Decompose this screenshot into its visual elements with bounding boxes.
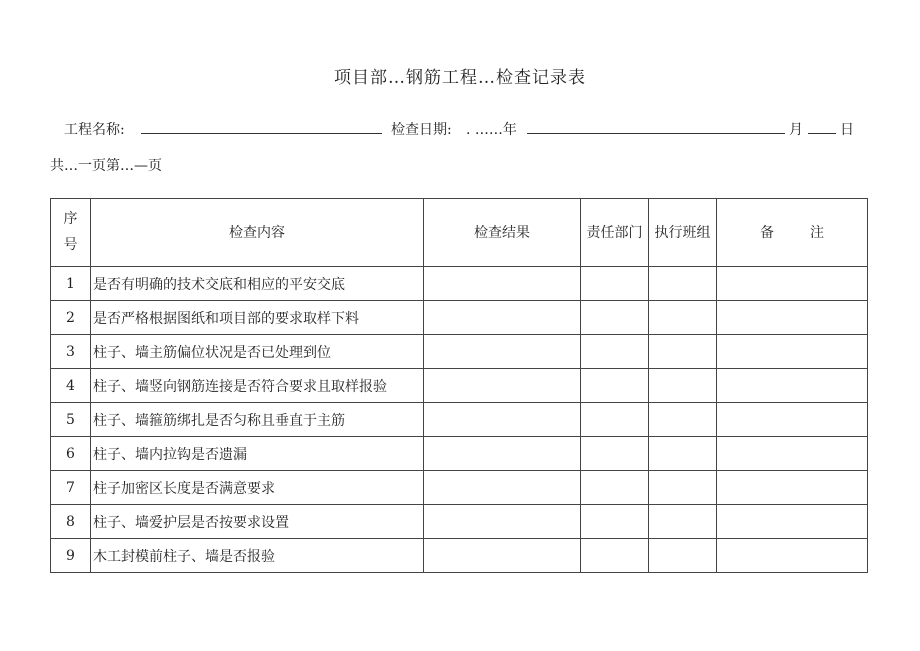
row-check-item: 是否有明确的技术交底和相应的平安交底 [91, 267, 424, 301]
table-row [51, 369, 868, 403]
row-dept-cell[interactable] [581, 539, 649, 573]
table-row [51, 437, 868, 471]
project-name-label: 工程名称: [64, 122, 125, 138]
header-content: 检查内容 [91, 199, 424, 267]
row-check-item: 柱子加密区长度是否满意要求 [91, 471, 424, 505]
row-check-item: 柱子、墙爱护层是否按要求设置 [91, 505, 424, 539]
row-remark-cell[interactable] [717, 369, 868, 403]
row-team-cell[interactable] [649, 301, 717, 335]
row-number: 4 [51, 369, 91, 403]
row-dept-cell[interactable] [581, 505, 649, 539]
header-result: 检查结果 [424, 199, 581, 267]
page-title: 项目部…钢筋工程…检查记录表 [334, 68, 586, 88]
table-row [51, 403, 868, 437]
row-remark-cell[interactable] [717, 471, 868, 505]
row-team-cell[interactable] [649, 335, 717, 369]
row-result-cell[interactable] [424, 301, 581, 335]
row-number: 2 [51, 301, 91, 335]
table-header-row [51, 199, 868, 267]
table-row [51, 539, 868, 573]
row-remark-cell[interactable] [717, 335, 868, 369]
row-team-cell[interactable] [649, 369, 717, 403]
row-dept-cell[interactable] [581, 301, 649, 335]
day-blank[interactable] [808, 133, 836, 134]
row-check-item: 柱子、墙主筋偏位状况是否已处理到位 [91, 335, 424, 369]
month-blank[interactable] [527, 133, 785, 134]
header-seq: 序号 [51, 199, 91, 267]
row-team-cell[interactable] [649, 505, 717, 539]
row-result-cell[interactable] [424, 471, 581, 505]
row-number: 6 [51, 437, 91, 471]
row-check-item: 柱子、墙内拉钩是否遗漏 [91, 437, 424, 471]
row-number: 8 [51, 505, 91, 539]
table-row [51, 505, 868, 539]
header-remark: 备 注 [717, 199, 868, 267]
row-remark-cell[interactable] [717, 539, 868, 573]
inspection-table [50, 198, 868, 573]
page-count: 共…一页第…—页 [50, 158, 162, 174]
row-team-cell[interactable] [649, 539, 717, 573]
header-team: 执行班组 [649, 199, 717, 267]
month-label: 月 [789, 122, 803, 138]
row-check-item: 木工封模前柱子、墙是否报验 [91, 539, 424, 573]
row-dept-cell[interactable] [581, 437, 649, 471]
table-row [51, 471, 868, 505]
row-number: 9 [51, 539, 91, 573]
row-number: 3 [51, 335, 91, 369]
row-result-cell[interactable] [424, 539, 581, 573]
row-number: 5 [51, 403, 91, 437]
row-number: 7 [51, 471, 91, 505]
row-dept-cell[interactable] [581, 471, 649, 505]
day-label: 日 [840, 122, 854, 138]
row-team-cell[interactable] [649, 403, 717, 437]
row-result-cell[interactable] [424, 403, 581, 437]
row-dept-cell[interactable] [581, 369, 649, 403]
row-remark-cell[interactable] [717, 267, 868, 301]
row-result-cell[interactable] [424, 437, 581, 471]
row-result-cell[interactable] [424, 369, 581, 403]
row-check-item: 柱子、墙竖向钢筋连接是否符合要求且取样报验 [91, 369, 424, 403]
row-remark-cell[interactable] [717, 301, 868, 335]
row-team-cell[interactable] [649, 267, 717, 301]
row-result-cell[interactable] [424, 335, 581, 369]
table-row [51, 267, 868, 301]
inspection-year: . ……年 [466, 122, 517, 138]
row-dept-cell[interactable] [581, 267, 649, 301]
row-result-cell[interactable] [424, 505, 581, 539]
row-team-cell[interactable] [649, 471, 717, 505]
table-row [51, 301, 868, 335]
project-name-blank[interactable] [141, 133, 382, 134]
row-dept-cell[interactable] [581, 335, 649, 369]
table-row [51, 335, 868, 369]
row-number: 1 [51, 267, 91, 301]
inspection-date-label: 检查日期: [391, 122, 452, 138]
row-dept-cell[interactable] [581, 403, 649, 437]
row-check-item: 柱子、墙箍筋绑扎是否匀称且垂直于主筋 [91, 403, 424, 437]
header-dept: 责任部门 [581, 199, 649, 267]
row-check-item: 是否严格根据图纸和项目部的要求取样下料 [91, 301, 424, 335]
row-remark-cell[interactable] [717, 505, 868, 539]
row-remark-cell[interactable] [717, 437, 868, 471]
row-team-cell[interactable] [649, 437, 717, 471]
row-result-cell[interactable] [424, 267, 581, 301]
row-remark-cell[interactable] [717, 403, 868, 437]
